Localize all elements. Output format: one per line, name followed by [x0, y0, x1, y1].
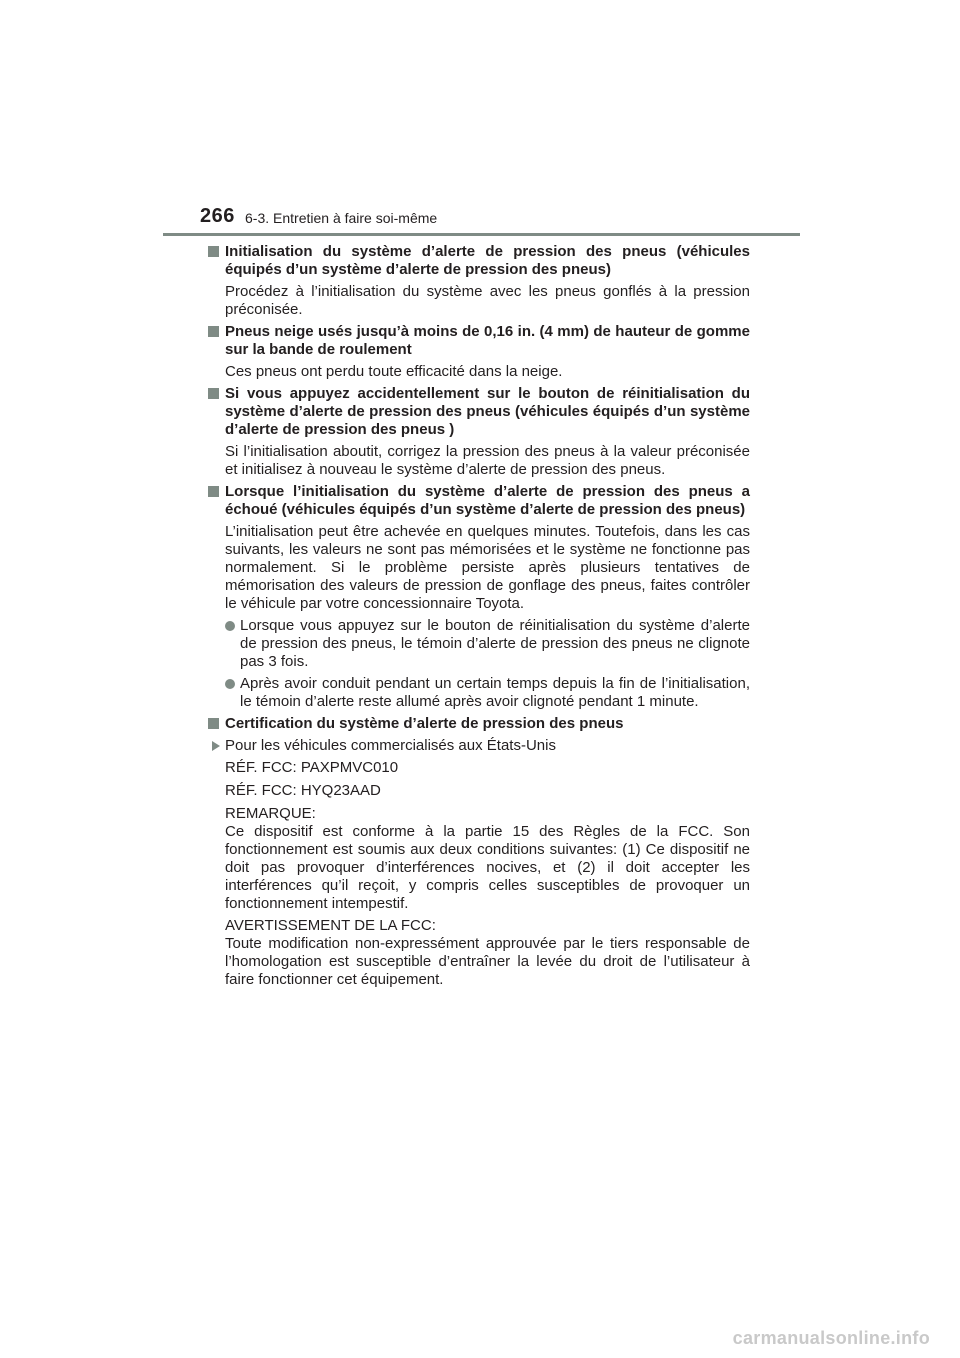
section-heading-echec: Lorsque l’initialisation du système d’alerte de pression des pneus a échoué (véhicules équipés d’un système d’alerte de pression des pneus)	[208, 483, 750, 519]
square-bullet-icon	[208, 388, 219, 399]
warning-text: Toute modification non-expressément approuvée par le tiers responsable de l’homologation est susceptible d’entraîner la levée du droit de l’utilisateur à faire fonctionner cet équipement.	[225, 935, 750, 988]
remark-label: REMARQUE:	[225, 805, 316, 822]
section-heading-initialisation: Initialisation du système d’alerte de pression des pneus (véhicules équipés d’un système d’alerte de pression des pneus)	[208, 243, 750, 279]
section-heading-pneus-neige: Pneus neige usés jusqu’à moins de 0,16 in. (4 mm) de hauteur de gomme sur la bande de roulement	[208, 323, 750, 359]
list-item: Après avoir conduit pendant un certain temps depuis la fin de l’initialisation, le témoin d’alerte reste allumé après avoir clignoté pendant 1 minute.	[208, 675, 750, 711]
remark-text: Ce dispositif est conforme à la partie 15 des Règles de la FCC. Son fonctionnement est soumis aux deux conditions suivantes: (1) Ce dispositif ne doit pas provoquer d’interférences nocives, et (2) il doit accepter les interférences qu’il reçoit, y compris celles susceptibles de provoquer un fonctionnement intempestif.	[225, 823, 750, 912]
square-bullet-icon	[208, 246, 219, 257]
section-heading-reinitialisation: Si vous appuyez accidentellement sur le bouton de réinitialisation du système d’alerte de pression des pneus (véhicules équipés d’un système d’alerte de pression des pneus )	[208, 385, 750, 439]
section-text-reinitialisation: Si l’initialisation aboutit, corrigez la pression des pneus à la valeur préconisée et initialisez à nouveau le système d’alerte de pression des pneus.	[225, 443, 750, 478]
page-number: 266	[200, 205, 235, 227]
fcc-reference: RÉF. FCC: HYQ23AAD	[225, 782, 381, 799]
triangle-arrow-icon	[212, 741, 220, 751]
section-text-initialisation: Procédez à l’initialisation du système avec les pneus gonflés à la pression préconisée.	[225, 283, 750, 318]
section-heading-certification: Certification du système d’alerte de pression des pneus	[208, 715, 750, 733]
square-bullet-icon	[208, 718, 219, 729]
section-text-echec: L’initialisation peut être achevée en quelques minutes. Toutefois, dans les cas suivants, les valeurs ne sont pas mémorisées et le système ne fonctionne pas normalement. Si le problème persiste après plusieurs tentatives de mémorisation des valeurs de pression de gonflage des pneus, faites contrôler le véhicule par votre concessionnaire Toyota.	[225, 523, 750, 612]
page-content	[208, 243, 750, 993]
circle-bullet-icon	[225, 621, 235, 631]
list-item: Lorsque vous appuyez sur le bouton de réinitialisation du système d’alerte de pression des pneus, le témoin d’alerte de pression des pneus ne clignote pas 3 fois.	[208, 617, 750, 671]
circle-bullet-icon	[225, 679, 235, 689]
fcc-reference: RÉF. FCC: PAXPMVC010	[225, 759, 399, 776]
header-divider	[163, 233, 800, 236]
watermark: carmanualsonline.info	[732, 1328, 930, 1348]
page-header	[200, 205, 800, 235]
arrow-list-item: Pour les véhicules commercialisés aux États-Unis	[208, 737, 750, 755]
section-text-pneus-neige: Ces pneus ont perdu toute efficacité dans la neige.	[225, 363, 563, 380]
square-bullet-icon	[208, 326, 219, 337]
square-bullet-icon	[208, 486, 219, 497]
warning-label: AVERTISSEMENT DE LA FCC:	[225, 917, 436, 934]
section-title: 6-3. Entretien à faire soi-même	[245, 210, 438, 226]
